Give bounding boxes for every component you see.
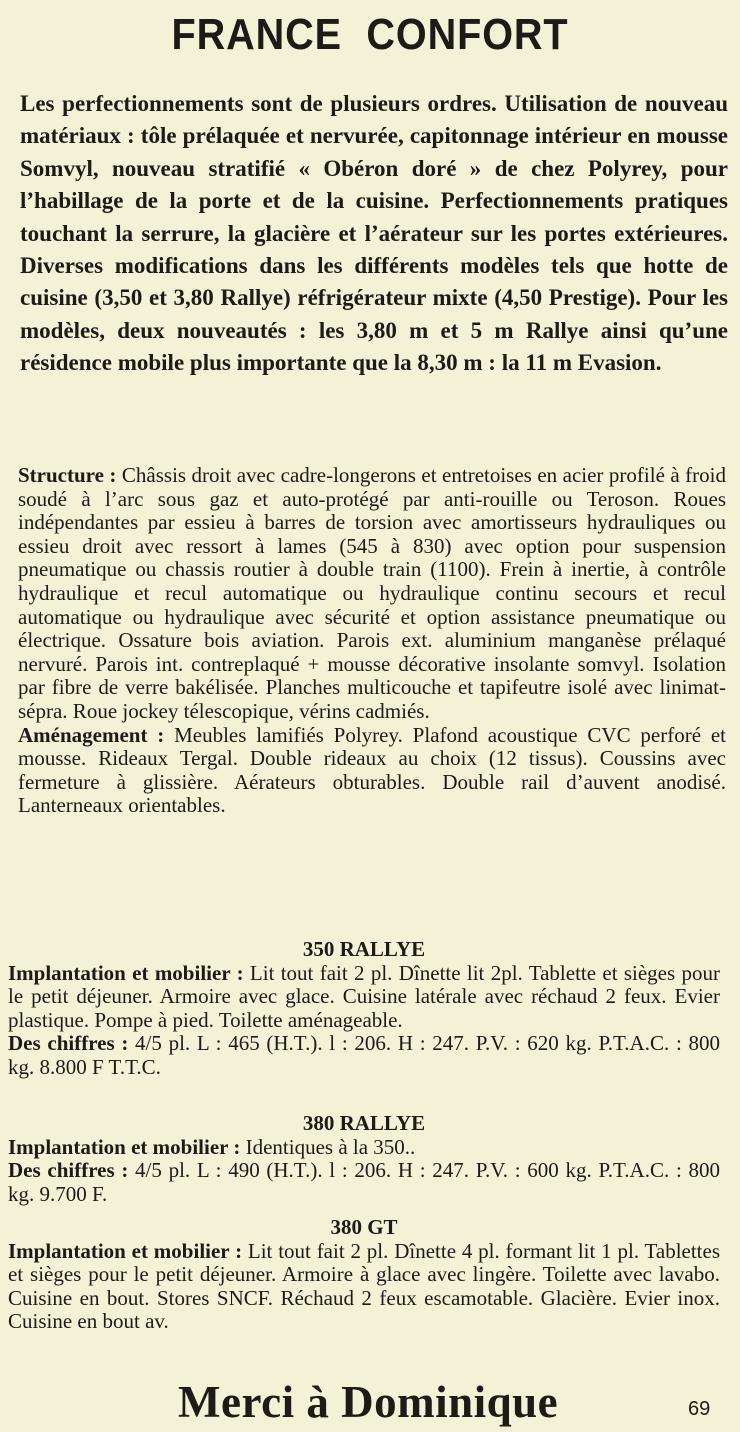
implantation-text: Identiques à la 350.. <box>245 1134 416 1159</box>
chiffres-paragraph <box>8 1159 720 1206</box>
model-heading: 350 RALLYE <box>302 937 426 961</box>
implantation-text: Lit tout fait 2 pl. Dînette lit 2pl. Tablette et sièges pour le petit déjeuner. Armoire avec glace. Cuisine latérale avec réchaud 2 feux. Evier plastique. Pompe à pied. Toilette aménageable. <box>8 960 720 1032</box>
model-section-350-rallye <box>8 938 720 1080</box>
chiffres-text: 4/5 pl. L : 465 (H.T.). l : 206. H : 247. P.V. : 620 kg. P.T.A.C. : 800 kg. 8.800 F T.T.C. <box>8 1031 720 1079</box>
implantation-paragraph <box>8 962 720 1033</box>
implantation-label: Implantation et mobilier : <box>8 1134 241 1159</box>
structure-paragraph <box>18 464 726 724</box>
implantation-paragraph <box>8 1136 720 1160</box>
page-title: FRANCE CONFORT <box>171 10 569 59</box>
chiffres-label: Des chiffres : <box>8 1158 129 1183</box>
intro-paragraph: Les perfectionnements sont de plusieurs ordres. Utilisation de nouveau matériaux : tôle prélaquée et nervurée, capitonnage intérieur en mousse Somvyl, nouveau stratifié « Obéron doré » de chez Polyrey, pour l’habillage de la porte et de la cuisine. Perfectionnements pratiques touchant la serrure, la glacière et l’aérateur sur les portes extérieures. Diverses modifications dans les différents modèles tels que hotte de cuisine (3,50 et 3,80 Rallye) réfrigérateur mixte (4,50 Prestige). Pour les modèles, deux nouveautés : les 3,80 m et 5 m Rallye ainsi qu’une résidence mobile plus importante que la 8,30 m : la 11 m Evasion. <box>20 91 728 376</box>
implantation-label: Implantation et mobilier : <box>8 960 244 985</box>
amenagement-label: Aménagement : <box>18 722 165 747</box>
specification-text <box>18 464 726 818</box>
page-number: 69 <box>688 1398 711 1420</box>
model-heading: 380 RALLYE <box>302 1111 426 1135</box>
chiffres-text: 4/5 pl. L : 490 (H.T.). l : 206. H : 247. P.V. : 600 kg. P.T.A.C. : 800 kg. 9.700 F. <box>8 1158 720 1206</box>
implantation-text: Lit tout fait 2 pl. Dînette 4 pl. formant lit 1 pl. Tablettes et sièges pour le petit déjeuner. Armoire à glace avec lingère. Toilette avec lavabo. Cuisine en bout. Stores SNCF. Réchaud 2 feux escamotable. Glacière. Evier inox. Cuisine en bout av. <box>8 1238 721 1334</box>
implantation-paragraph <box>8 1240 720 1334</box>
structure-text: Châssis droit avec cadre-longerons et entretoises en acier profilé à froid soudé à l’arc sous gaz et auto-protégé par anti-rouille ou Teroson. Roues indépendantes par essieu à barres de torsion avec amortisseurs hydrauliques ou essieu droit avec ressort à lames (545 à 830) avec option pour suspension pneumatique ou chassis routier à double train (1100). Frein à inertie, à contrôle hydraulique et recul automatique ou hydraulique continu secours et recul automatique ou hydraulique avec sécurité et option assistance pneumatique ou électrique. Ossature bois aviation. Parois ext. aluminium manganèse prélaqué nervuré. Parois int. contreplaqué + mousse décorative insolante somvyl. Isolation par fibre de verre bakélisée. Planches multicouche et tapifeutre isolé avec linimat-sépra. Roue jockey télescopique, vérins cadmiés. <box>18 463 726 723</box>
credit-caption: Merci à Dominique <box>178 1377 559 1427</box>
model-heading: 380 GT <box>330 1215 398 1239</box>
amenagement-text: Meubles lamifiés Polyrey. Plafond acoustique CVC perforé et mousse. Rideaux Tergal. Double rideaux au choix (12 tissus). Coussins avec fermeture à glissière. Aérateurs obturables. Double rail d’auvent anodisé. Lanterneaux orientables. <box>18 722 726 818</box>
amenagement-paragraph <box>18 724 726 818</box>
chiffres-label: Des chiffres : <box>8 1031 129 1056</box>
implantation-label: Implantation et mobilier : <box>8 1238 243 1263</box>
model-section-380-gt <box>8 1216 720 1334</box>
chiffres-paragraph <box>8 1032 720 1079</box>
model-section-380-rallye <box>8 1112 720 1206</box>
structure-label: Structure : <box>18 463 117 487</box>
